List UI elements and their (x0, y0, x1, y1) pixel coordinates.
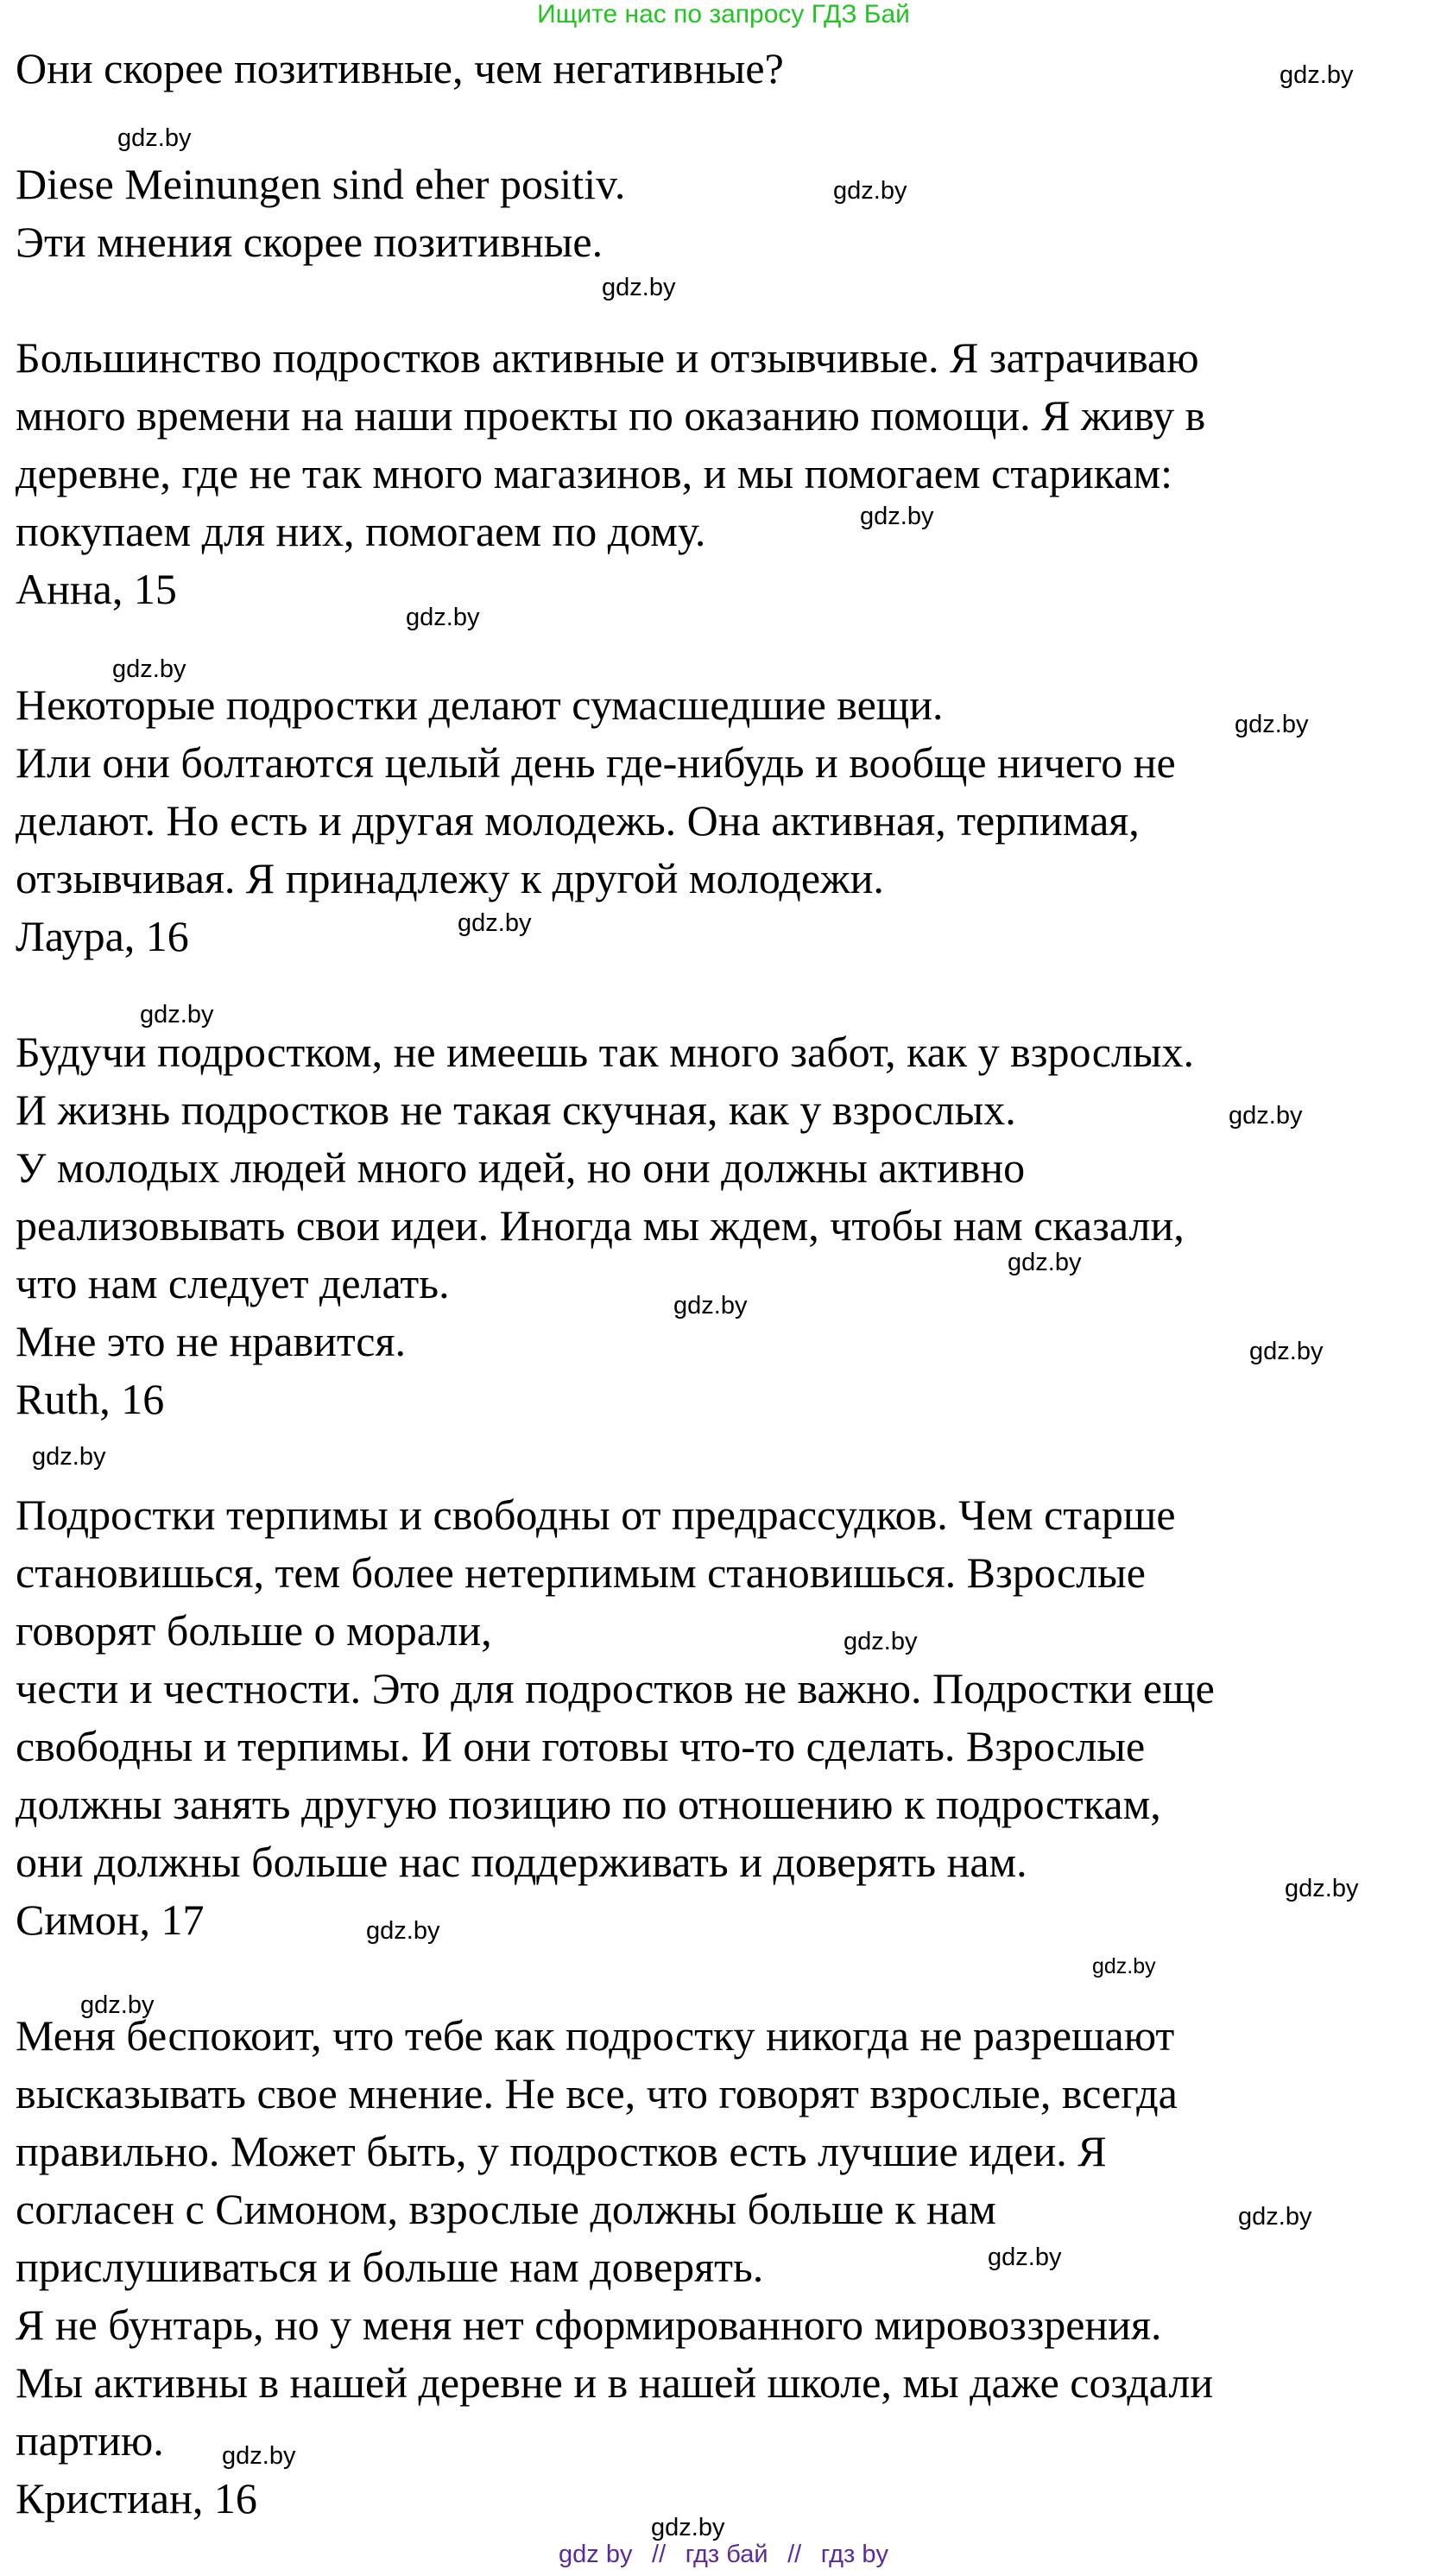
text-line: правильно. Может быть, у подростков есть лучшие идеи. Я (16, 2127, 1107, 2175)
text-line: отзывчивая. Я принадлежу к другой молодежи. (16, 854, 884, 902)
author-signature: Кристиан, 16 (16, 2474, 257, 2522)
text-line: Я не бунтарь, но у меня нет сформированного мировоззрения. (16, 2301, 1162, 2349)
text-line: Мы активны в нашей деревне и в нашей школе, мы даже создали (16, 2358, 1214, 2407)
text-line: должны занять другую позицию по отношению к подросткам, (16, 1780, 1161, 1828)
watermark: gdz.by (458, 909, 532, 937)
footer-link-gdz-bai[interactable]: гдз бай (685, 2541, 768, 2568)
watermark: gdz.by (1008, 1249, 1082, 1276)
text-line: У молодых людей много идей, но они должны активно (16, 1143, 1026, 1192)
watermark: gdz.by (117, 124, 192, 152)
text-line: Меня беспокоит, что тебе как подростку никогда не разрешают (16, 2011, 1175, 2060)
text-line: Мне это не нравится. (16, 1317, 406, 1365)
watermark: gdz.by (140, 1001, 214, 1029)
text-line: высказывать свое мнение. Не все, что говорят взрослые, всегда (16, 2069, 1178, 2117)
search-banner: Ищите нас по запросу ГДЗ Бай (537, 0, 910, 28)
footer-links (0, 2539, 1447, 2570)
footer-separator: // (787, 2541, 802, 2568)
text-line: чести и честности. Это для подростков не важно. Подростки еще (16, 1664, 1215, 1712)
watermark: gdz.by (80, 1991, 155, 2019)
text-line: согласен с Симоном, взрослые должны больше к нам (16, 2185, 996, 2233)
watermark: gdz.by (112, 655, 186, 683)
footer-link-gdz-by-cyr[interactable]: гдз by (820, 2541, 888, 2568)
footer-separator: // (652, 2541, 667, 2568)
text-line: говорят больше о морали, (16, 1606, 492, 1655)
text-line: Или они болтаются целый день где-нибудь и вообще ничего не (16, 738, 1176, 787)
watermark: gdz.by (673, 1292, 748, 1320)
text-line: покупаем для них, помогаем по дому. (16, 507, 706, 555)
text-line: деревне, где не так много магазинов, и мы помогаем старикам: (16, 449, 1172, 497)
text-line: свободны и терпимы. И они готовы что-то сделать. Взрослые (16, 1722, 1146, 1770)
text-line: много времени на наши проекты по оказанию помощи. Я живу в (16, 391, 1206, 440)
watermark: gdz.by (32, 1443, 106, 1471)
footer-link-gdz-by[interactable]: gdz by (559, 2541, 633, 2568)
watermark: gdz.by (1249, 1338, 1324, 1365)
watermark: gdz.by (1285, 1875, 1359, 1902)
author-signature: Лаура, 16 (16, 912, 189, 960)
watermark: gdz.by (988, 2244, 1062, 2271)
author-signature: Ruth, 16 (16, 1375, 165, 1423)
watermark: gdz.by (222, 2442, 296, 2470)
watermark: gdz.by (602, 274, 676, 301)
watermark: gdz.by (844, 1628, 918, 1655)
text-line: Эти мнения скорее позитивные. (16, 218, 603, 266)
watermark: gdz.by (1235, 711, 1309, 738)
text-line: становишься, тем более нетерпимым становишься. Взрослые (16, 1548, 1146, 1597)
author-signature: Анна, 15 (16, 565, 177, 613)
text-line: Большинство подростков активные и отзывчивые. Я затрачиваю (16, 333, 1199, 382)
text-line: они должны больше нас поддерживать и доверять нам. (16, 1838, 1027, 1886)
watermark: gdz.by (366, 1917, 440, 1945)
watermark: gdz.by (860, 503, 934, 530)
text-line: реализовывать свои идеи. Иногда мы ждем, чтобы нам сказали, (16, 1201, 1185, 1250)
text-line: прислушиваться и больше нам доверять. (16, 2243, 764, 2291)
watermark: gdz.by (833, 177, 907, 205)
text-line: Некоторые подростки делают сумасшедшие вещи. (16, 680, 944, 729)
watermark: gdz.by (406, 604, 480, 631)
watermark: gdz.by (1238, 2203, 1312, 2231)
text-line: делают. Но есть и другая молодежь. Она активная, терпимая, (16, 796, 1140, 845)
text-line: И жизнь подростков не такая скучная, как у взрослых. (16, 1085, 1016, 1134)
watermark: gdz.by (651, 2514, 725, 2541)
watermark: gdz.by (1280, 61, 1354, 89)
text-line: Diese Meinungen sind eher positiv. (16, 160, 626, 208)
text-line: партию. (16, 2416, 164, 2465)
author-signature: Симон, 17 (16, 1896, 205, 1944)
text-line: Они скорее позитивные, чем негативные? (16, 44, 784, 92)
watermark: gdz.by (1229, 1102, 1303, 1130)
text-line: что нам следует делать. (16, 1259, 450, 1307)
text-line: Подростки терпимы и свободны от предрассудков. Чем старше (16, 1491, 1176, 1539)
text-line: Будучи подростком, не имеешь так много забот, как у взрослых. (16, 1028, 1194, 1076)
watermark: gdz.by (1092, 1954, 1156, 1978)
